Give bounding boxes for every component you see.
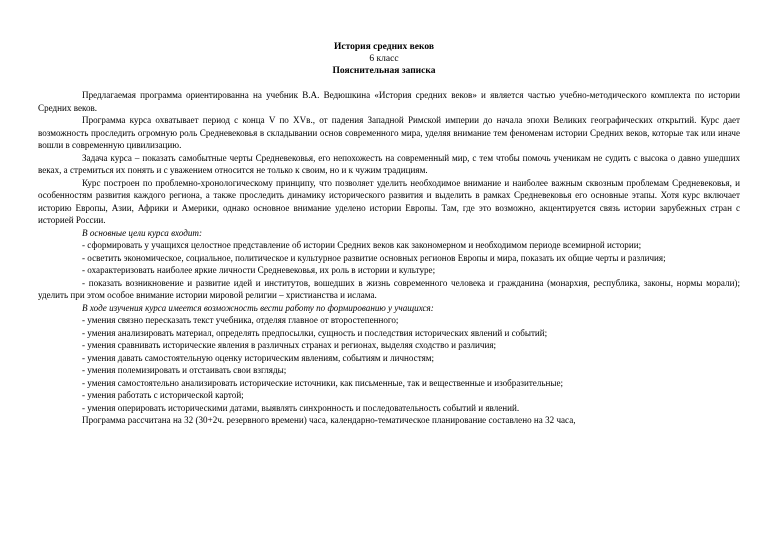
grade-label: 6 класс (369, 54, 399, 64)
goal-item: - осветить экономическое, социальное, политическое и культурное развитие основных регионов Европы и мира, показать их общие черты и различия; (82, 252, 666, 263)
closing-paragraph: Программа рассчитана на 32 (30+2ч. резервного времени) часа, календарно-тематическое планирование составлено на 32 часа, (82, 415, 576, 425)
skill-item: - умения сравнивать исторические явления в различных странах и регионах, выделяя сходство и различия; (82, 340, 497, 350)
intro-paragraph: Задача курса – показать самобытные черты Средневековья, его непохожесть на современный мир, с тем чтобы помочь ученикам не судить с высока о давно ушедших веках, а стремиться их понять и с уважением относится не только к своим, но и к чужим традициям. (38, 152, 740, 175)
skill-item: - умения оперировать историческими датами, выявлять синхронность и последовательность событий и явлений. (82, 402, 520, 413)
skill-item: - умения связно пересказать текст учебника, отделяя главное от второстепенного; (82, 315, 399, 325)
document-subtitle: Пояснительная записка (332, 66, 436, 76)
goal-item: - сформировать у учащихся целостное представление об истории Средних веков как закономерном и необходимом периоде всемирной истории; (82, 240, 642, 250)
intro-paragraph: Предлагаемая программа ориентированна на учебник В.А. Ведюшкина «История средних веков» и является частью учебно-методического комплекта по истории Средних веков. (38, 90, 740, 113)
skill-item: - умения давать самостоятельную оценку историческим явлениям, событиям и личностям; (82, 352, 435, 363)
document-title: История средних веков (334, 42, 434, 52)
skills-heading: В ходе изучения курса имеется возможность вести работу по формированию у учащихся: (82, 302, 434, 313)
document-body (38, 89, 740, 427)
intro-paragraph: Курс построен по проблемно-хронологическому принципу, что позволяет уделить необходимое внимание и наиболее важным сквозным проблемам Средневековья, и особенностям развития каждого региона, а также проследить динамику исторического развития и выделить в рамках Средневековья его основные этапы. Хотя курс включает историю Европы, Азии, Африки и Америки, однако основное внимание уделено истории Европы. Там, где это возможно, акцентируется связь истории зарубежных стран с историей России. (38, 177, 740, 225)
skill-item: - умения полемизировать и отстаивать свои взгляды; (82, 365, 287, 375)
skill-item: - умения самостоятельно анализировать исторические источники, как письменные, так и вещественные и изобразительные; (82, 377, 564, 388)
goal-item: - охарактеризовать наиболее яркие личности Средневековья, их роль в истории и культуре; (82, 265, 436, 275)
intro-paragraph: Программа курса охватывает период с конца V по XVв., от падения Западной Римской империи до начала эпохи Великих географических открытий. Курс дает возможность проследить огромную роль Средневековья в складывании основ современного мира, уделяя внимание тем феноменам истории Средних веков, которые так или иначе вошли в современную цивилизацию. (38, 115, 740, 150)
goal-item: - показать возникновение и развитие идей и институтов, вошедших в жизнь современного человека и гражданина (монархия, республика, законы, нормы морали); уделить при этом особое внимание истории мировой религии – христианства и ислама. (38, 277, 740, 300)
skill-item: - умения анализировать материал, определять предпосылки, сущность и последствия исторических явлений и событий; (82, 327, 548, 338)
goals-heading: В основные цели курса входит: (82, 227, 203, 238)
skill-item: - умения работать с исторической картой; (82, 390, 244, 400)
